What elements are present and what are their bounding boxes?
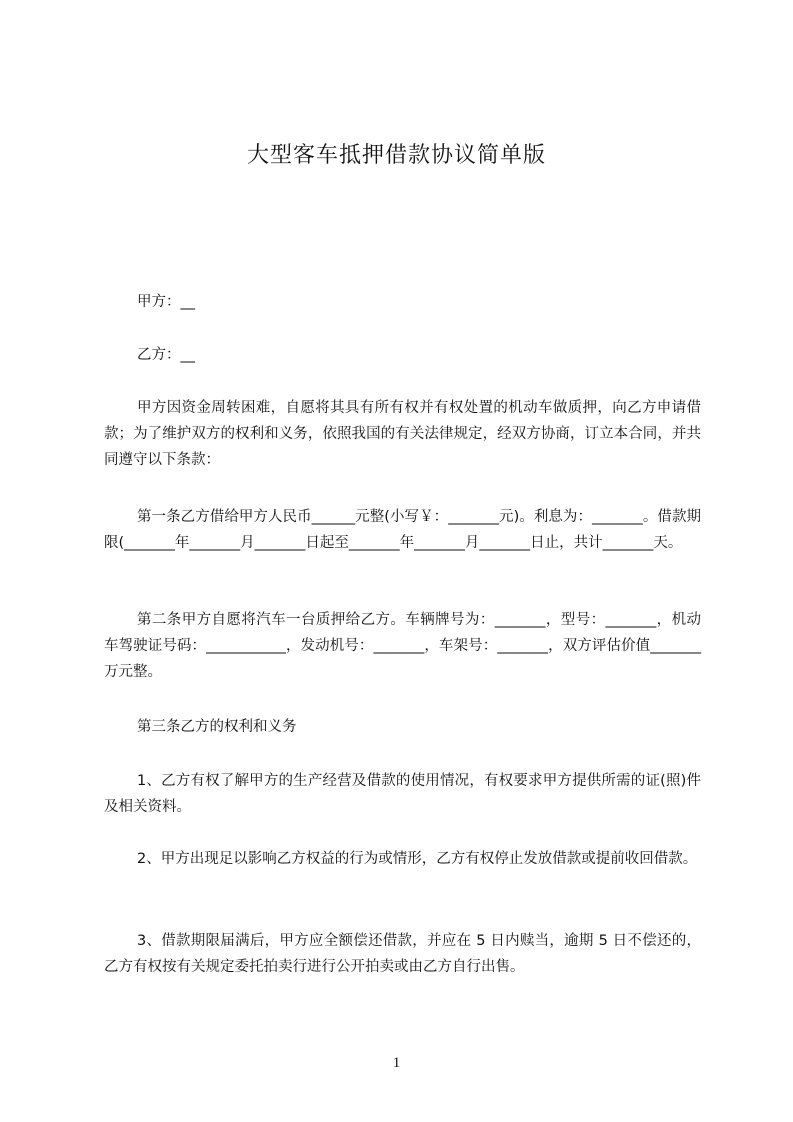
clause-2-paragraph: 2、甲方出现足以影响乙方权益的行为或情形，乙方有权停止发放借款或提前收回借款。: [137, 851, 698, 867]
party-a-line: 甲方：__: [137, 294, 195, 310]
article-3-heading: 第三条乙方的权利和义务: [137, 719, 297, 735]
article-1-paragraph: 第一条乙方借给甲方人民币______元整(小写￥：_______元)。利息为：_______。借款期限(_______年_______月_______日起至_______年_______月_______日止，共计_______天。: [104, 509, 701, 551]
clause-3-paragraph: 3、借款期限届满后，甲方应全额偿还借款，并应在 5 日内赎当，逾期 5 日不偿还的，乙方有权按有关规定委托拍卖行进行公开拍卖或由乙方自行出售。: [104, 933, 701, 975]
page-number: 1: [392, 1055, 401, 1071]
article-2-paragraph: 第二条甲方自愿将汽车一台质押给乙方。车辆牌号为：_______，型号：_______，机动车驾驶证号码：___________，发动机号：_______，车架号：_______，双方评估价值_______万元整。: [104, 612, 701, 680]
clause-1-paragraph: 1、乙方有权了解甲方的生产经营及借款的使用情况，有权要求甲方提供所需的证(照)件及相关资料。: [104, 773, 701, 815]
preamble-paragraph: 甲方因资金周转困难，自愿将其具有所有权并有权处置的机动车做质押，向乙方申请借款；为了维护双方的权利和义务，依照我国的有关法律规定，经双方协商，订立本合同，并共同遵守以下条款：: [104, 400, 701, 468]
party-b-line: 乙方：__: [137, 347, 195, 363]
document-title: 大型客车抵押借款协议简单版: [246, 143, 546, 168]
